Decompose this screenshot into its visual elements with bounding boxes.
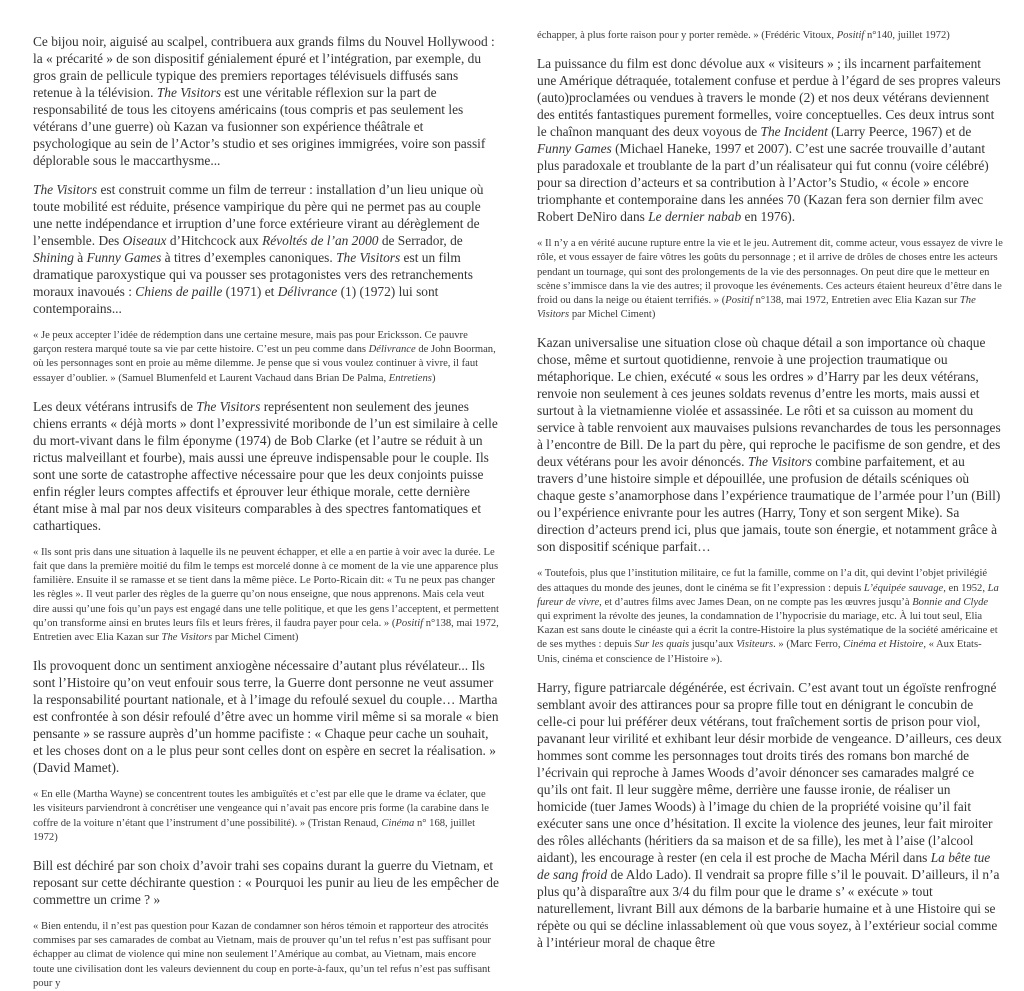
quotation <box>33 920 499 991</box>
text-run: n°138, mai 1972, Entretien avec Elia Kazan sur <box>33 617 499 644</box>
paragraph <box>537 55 1003 225</box>
right-column <box>537 29 1003 951</box>
text-run: « En elle (Martha Wayne) se concentrent toutes les ambiguïtés et c’est par elle que le drame va éclater, que les visiteurs parviendront à concrétiser une vengeance qui n’avait pas encore pris forme (la carabine dans le coffre de la voiture n’étant que l’instrument d’une possibilité). » (Tristan Renaud, <box>33 789 489 829</box>
italic-title: Délivrance <box>277 284 338 299</box>
italic-title: The Visitors <box>33 182 98 197</box>
quotation <box>33 788 499 845</box>
text-run: combine parfaitement, et au travers d’une histoire simple et dépouillée, une profusion de détails scéniques où chaque geste s’anamorphose dans l’expérience traumatique de l’armée pour l’un (Bill) ou l’expérience enivrante pour les autres (Harry, Tony et son sergent Mike). Sa direction d’acteurs prend ici, plus que jamais, toute son énergie, et notamment grâce à son dispositif scénique parfait… <box>537 454 1001 555</box>
text-run: Bill est déchiré par son choix d’avoir trahi ses copains durant la guerre du Vietnam, et reposant sur cette déchirante question : « Pourquoi les punir au lieu de les empêcher de commettre un crime ? » <box>33 858 499 908</box>
quotation <box>537 29 1003 43</box>
italic-title: Sur les quais <box>634 639 690 651</box>
italic-title: Entretiens <box>388 372 432 384</box>
paragraph <box>33 181 499 317</box>
italic-title: The Visitors <box>747 454 812 470</box>
text-run: (Larry Peerce, 1967) et de <box>827 124 972 140</box>
italic-title: Positif <box>836 30 865 41</box>
text-run: jusqu’aux <box>689 639 737 651</box>
text-run: à <box>73 250 87 265</box>
paragraph <box>33 398 499 534</box>
text-run: d’Hitchcock aux <box>166 233 263 248</box>
italic-title: Oiseaux <box>122 233 167 248</box>
italic-title: The Visitors <box>196 398 261 414</box>
text-run: de Serrador, de <box>378 233 463 248</box>
text-run: qui expriment la révolte des jeunes, la condamnation de l’hypocrisie du mariage, etc. À lui tout seul, Elia Kazan est sans doute le cinéaste qui a écrit la contre-Histoire la plus systématique de la société américaine et de ses mythes : depuis <box>537 611 998 651</box>
text-run: , en 1952, <box>943 582 988 594</box>
italic-title: Visiteurs <box>736 639 774 651</box>
text-run: . » (Marc Ferro, <box>773 639 844 651</box>
italic-title: L’équipée sauvage <box>863 582 944 594</box>
text-run: représentent non seulement des jeunes chiens errants « déjà morts » dont l’expressivité moribonde de l’un est similaire à celle du mort-vivant dans le film éponyme (1974) de Bob Clarke (et l’autre se réduit à un rictus malveillant et fourbe), mais aussi une épreuve indispensable pour le couple. Ils sont une sorte de catastrophe affective nécessaire pour que les deux conjoints puisse enfin régler leurs comptes affectifs et éprouver leur éthique morale, cette dernière étant mise à mal par nos deux visiteurs comparables à des spectres fantomatiques et cathartiques. <box>33 398 498 533</box>
italic-title: Funny Games <box>86 250 162 265</box>
quotation <box>33 546 499 645</box>
quotation <box>537 567 1003 666</box>
italic-title: The Incident <box>760 124 828 140</box>
text-run: « Il n’y a en vérité aucune rupture entre la vie et le jeu. Autrement dit, comme acteur, vous essayez de vivre le rôle, et vous essayer de faire vôtres les goûts du personnage ; et il arrive de drôles de choses entre les acteurs pendant un tournage, qui sont des prolongements de la vie des personnages. On peut dire que le metteur en scène s’immisce dans la vie des autres; il provoque les événements. Ces acteurs étaient heureux d’être dans le froid ou dans la neige ou étaient terrifiés. » ( <box>537 238 1003 307</box>
text-run: Ce bijou noir, aiguisé au scalpel, contribuera aux grands films du Nouvel Hollywood : la « précarité » de son dispositif génialement épuré et l’intégration, par exemple, du gros grain de pellicule typique des premiers reportages télévisuels diffusés sans retenue à la télévision. <box>33 34 495 100</box>
text-run: « Ils sont pris dans une situation à laquelle ils ne peuvent échapper, et elle a en partie à voir avec la durée. Le fait que dans la première moitié du film le temps est morcelé donne à ce moment de la vie une apparence plus familière. Ensuite il se ramasse et se tient dans la même pièce. Le Porto-Ricain dit: « Tu ne peux pas changer les règles ». Il veut parler des règles de la guerre qu’on nous enseigne, que nous apprenons. Mais cela veut dire aussi qu’une fois qu’un pays est engagé dans une telle politique, et que les gens l’acceptent, et permettent qu’on transforme ainsi en brutes leurs fils et leurs frères, il faudra payer pour cela. » ( <box>33 546 499 629</box>
italic-title: The Visitors <box>336 250 401 265</box>
text-run: par Michel Ciment) <box>569 309 656 321</box>
italic-title: Positif <box>395 617 424 629</box>
paragraph <box>33 33 499 169</box>
text-run: Ils provoquent donc un sentiment anxiogène nécessaire d’autant plus révélateur... Ils sont l’Histoire qu’on veut enfouir sous terre, la Guerre dont personne ne veut assumer la responsabilité pourtant nationale, et à l’image du refoulé sexuel du couple… Martha est confrontée à son désir refoulé d’être avec un homme viril même si sa morale « bien pensante » se rassure auprès d’un homme pacifiste : « Chaque peur cache un souhait, et les choses dont on a le plus peur sont celles dont on espère en secret la réalisation. » (David Mamet). <box>33 658 499 776</box>
quotation <box>33 329 499 386</box>
italic-title: The Visitors <box>537 295 976 321</box>
italic-title: Positif <box>725 295 753 307</box>
text-run: « Toutefois, plus que l’institution militaire, ce fut la famille, comme on l’a dit, qui devint l’objet privilégié des attaques du monde des jeunes, dont le cinéma se fit l’expression : depuis <box>537 568 988 594</box>
paragraph <box>537 679 1003 951</box>
text-run: est construit comme un film de terreur : installation d’un lieu unique où toute mobilité est réduite, présence vampirique du père qui ne permet pas au couple une nette indépendance et irruption d’une force extérieure virant au dérèglement de l’ensemble. Des <box>33 182 484 248</box>
italic-title: Bonnie and Clyde <box>912 596 989 608</box>
italic-title: La fureur de vivre <box>537 582 999 608</box>
text-run: est un film dramatique paroxystique qui va pousser ses protagonistes vers des retranchements moraux inavoués : <box>33 250 473 299</box>
text-run: échapper, à plus forte raison pour y porter remède. » (Frédéric Vitoux, <box>537 30 837 41</box>
text-run: à titres d’exemples canoniques. <box>161 250 337 265</box>
text-run: n° 168, juillet 1972) <box>33 817 476 843</box>
italic-title: Cinéma et Histoire <box>843 639 924 651</box>
text-run: n°138, mai 1972, Entretien avec Elia Kazan sur <box>752 295 960 307</box>
italic-title: La bête tue de sang froid <box>537 849 991 882</box>
text-run: , et d’autres films avec James Dean, on ne compte pas les œuvres jusqu’à <box>599 596 913 608</box>
text-run: Kazan universalise une situation close où chaque détail a son importance où chaque chose, même et surtout quotidienne, renvoie à une projection traumatique ou métaphorique. Le chien, exécuté « sous les ordres » d’Harry par les deux vétérans, renvoie non seulement à ces jeunes soldats revenus d’entre les morts, mais aussi et surtout à la vietnamienne violée et assassinée. Le rôti et sa cuisson au moment du service à table renvoient aux mauvaises pulsions revanchardes de tous les personnages à l’encontre de Bill. De la part du père, qui reproche le pacifisme de son gendre, et des deux vétérans pour les avoir dénoncés. <box>537 335 1001 470</box>
italic-title: Délivrance <box>368 344 416 356</box>
italic-title: The Visitors <box>161 632 213 644</box>
paragraph <box>33 657 499 776</box>
quotation <box>537 237 1003 322</box>
text-run: (Michael Haneke, 1997 et 2007). C’est une sacrée trouvaille d’autant plus paradoxale et troublante de la part d’un réalisateur qui fut connu (voire célébré) pour sa direction d’acteurs et sa contribution à l’Actor’s Studio, « école » encore triomphante et contemporaine dans les années 70 (Kazan fera son dernier film avec Robert DeNiro dans <box>537 141 989 225</box>
italic-title: Chiens de paille <box>135 284 223 299</box>
text-run: de Aldo Lado). Il vendrait sa propre fille s’il le pouvait. D’ailleurs, il n’a plus qu’à disparaître aux 3/4 du film pour que le drame s’ « exécute » tout naturellement, livrant Bill aux démons de la barbarie humaine et à une Histoire qui se répète ou qui se décline inlassablement où que vous soyez, à l’extérieur social comme à l’intérieur moral de chaque être <box>537 866 1000 950</box>
text-run: Harry, figure patriarcale dégénérée, est écrivain. C’est avant tout un égoïste renfrogné semblant avoir des attirances pour sa propre fille tout en dénigrant le concubin de celle-ci pour lui préférer deux vétérans, tout fraîchement sortis de prison pour viol, pavanant leur virilité et exhibant leur désir morbide de vengeance. D’ailleurs, ces deux hommes sont comme les personnages tout droits tirés des romans bon marché de l’écrivain qui reproche à James Woods d’avoir dénoncer ses camarades malgré ce qu’ils ont fait. Il leur suggère même, derrière une fausse ironie, de réaliser un homicide (tuer James Woods) à l’image du chien de la propriété voisine qu’il fait exécuter sans une once d’hésitation. Il excite la violence des jeunes, leur fait miroiter des rôles alléchants (héritiers da sa maison et de sa fille), les met à l’aise (l’alcool aidant), les encourage à rester (en cela il est proche de Macha Méril dans <box>537 679 1002 865</box>
paragraph <box>33 857 499 908</box>
text-run: « Je peux accepter l’idée de rédemption dans une certaine mesure, mais pas pour Ericksson. Ce pauvre garçon restera marqué toute sa vie par cette histoire. C’est un peu comme dans <box>33 330 468 356</box>
text-run: , « Aux Etats-Unis, cinéma et conscience de l’Histoire »). <box>537 639 982 665</box>
italic-title: Shining <box>33 250 74 265</box>
text-run: en 1976). <box>741 209 796 225</box>
text-run: (1) (1972) lui sont contemporains... <box>33 284 439 316</box>
text-run: n°140, juillet 1972) <box>864 30 950 41</box>
italic-title: Le dernier nabab <box>648 209 742 225</box>
text-run: « Bien entendu, il n’est pas question pour Kazan de condamner son héros témoin et rapporteur des atrocités commises par ses camarades de combat au Vietnam, mais de prouver qu’un tel refus n’est pas suffisant pour échapper au climat de violence qui mine non seulement l’Amérique au combat, au Vietnam, mais encore toute une civilisation dont les valeurs deviennent du coup en porte-à-faux, qu’un tel refus n’est pas suffisant pour y <box>33 921 491 989</box>
italic-title: Funny Games <box>537 141 612 157</box>
text-run: par Michel Ciment) <box>212 632 299 644</box>
text-run: est une véritable réflexion sur la part de responsabilité de tous les citoyens américains (tous compris et pas seulement les vétérans d’une guerre) où Kazan va fusionner son expérience théâtrale et psychologique au sein de l’Actor’s studio et ses origines immigrées, voire son passif déplorable sous le maccarthysme... <box>33 85 486 168</box>
left-column <box>33 29 499 991</box>
text-run: ) <box>431 372 436 384</box>
italic-title: Révoltés de l’an 2000 <box>262 233 379 248</box>
italic-title: Cinéma <box>381 817 415 829</box>
text-run: (1971) et <box>222 284 278 299</box>
text-run: La puissance du film est donc dévolue aux « visiteurs » ; ils incarnent parfaitement une Amérique détraquée, totalement confuse et perdue à l’égard de ses propres valeurs (auto)proclamées ou vendues à travers le monde (2) et nos deux vétérans deviennent des entités fantastiques purement formelles, voire conceptuelles. Ces deux intrus sont le chaînon manquant des deux voyous de <box>537 56 1001 140</box>
text-run: de John Boorman, où les personnages sont en proie au même dilemme. Je pense que si vous voulez continuer à vivre, il faut essayer d’oublier. » (Samuel Blumenfeld et Laurent Vachaud dans Brian De Palma, <box>33 344 496 384</box>
italic-title: The Visitors <box>156 85 221 100</box>
text-run: Les deux vétérans intrusifs de <box>33 398 197 414</box>
paragraph <box>537 334 1003 555</box>
